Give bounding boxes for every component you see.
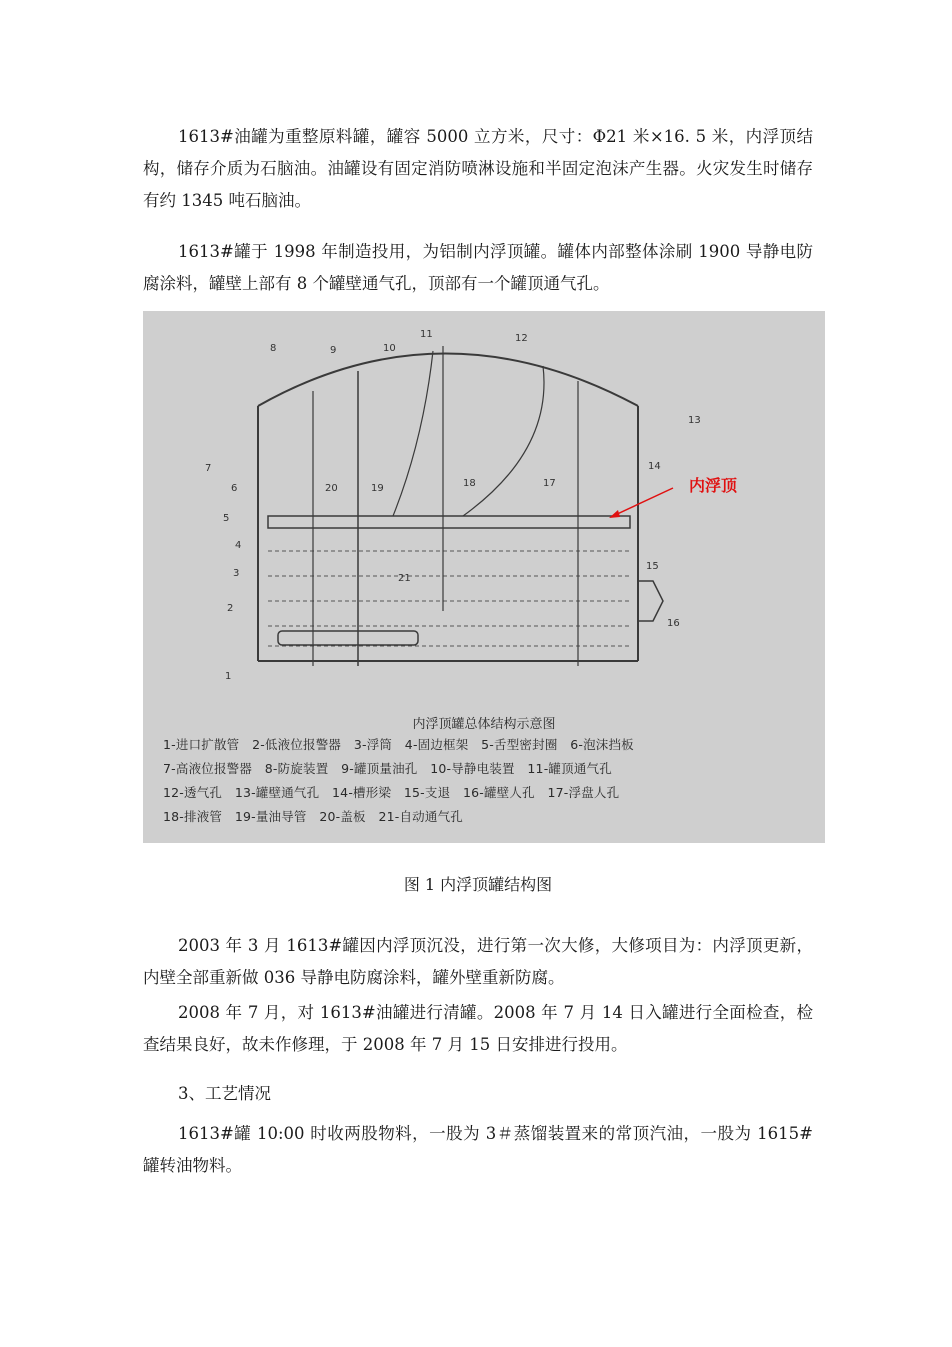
- inlet-diffuser: [278, 631, 418, 645]
- paragraph-3: 2003 年 3 月 1613#罐因内浮顶沉没，进行第一次大修，大修项目为：内浮顶更新，内壁全部重新做 036 导静电防腐涂料，罐外壁重新防腐。: [143, 936, 813, 987]
- svg-text:6: 6: [231, 483, 238, 494]
- svg-text:21: 21: [398, 573, 411, 584]
- svg-text:19: 19: [371, 483, 384, 494]
- svg-text:18: 18: [463, 478, 476, 489]
- floating-roof-annotation: 内浮顶: [689, 476, 738, 495]
- svg-text:10: 10: [383, 343, 396, 354]
- svg-text:3: 3: [233, 568, 240, 579]
- svg-text:13: 13: [688, 415, 701, 426]
- svg-text:4: 4: [235, 540, 242, 551]
- svg-text:20: 20: [325, 483, 338, 494]
- tank-structure-figure: [143, 311, 825, 843]
- figure-caption: 图 1 内浮顶罐结构图: [403, 875, 553, 894]
- svg-text:14: 14: [648, 461, 661, 472]
- diagram-title: 内浮顶罐总体结构示意图: [412, 717, 556, 732]
- svg-text:11: 11: [420, 329, 433, 340]
- paragraph-4: 2008 年 7 月，对 1613#油罐进行清罐。2008 年 7 月 14 日入罐进行全面检查，检查结果良好，故未作修理，于 2008 年 7 月 15 日安排进行投用。: [143, 1003, 813, 1054]
- legend-line: 1-进口扩散管 2-低液位报警器 3-浮筒 4-固边框架 5-舌型密封圈 6-泡沫挡板: [163, 737, 634, 752]
- svg-text:1: 1: [225, 671, 232, 682]
- svg-text:15: 15: [646, 561, 659, 572]
- svg-text:17: 17: [543, 478, 556, 489]
- svg-text:12: 12: [515, 333, 528, 344]
- legend-line: 18-排液管 19-量油导管 20-盖板 21-自动通气孔: [163, 809, 463, 824]
- svg-text:7: 7: [205, 463, 212, 474]
- paragraph-6: 1613#罐 10:00 时收两股物料，一股为 3＃蒸馏装置来的常顶汽油，一股为 1615#罐转油物料。: [143, 1124, 813, 1175]
- wall-manhole: [638, 581, 663, 621]
- legend-line: 7-高液位报警器 8-防旋装置 9-罐顶量油孔 10-导静电装置 11-罐顶通气孔: [163, 761, 612, 776]
- svg-text:16: 16: [667, 618, 680, 629]
- annotation-arrow: [613, 488, 673, 516]
- legend-line: 12-透气孔 13-罐壁通气孔 14-槽形梁 15-支退 16-罐壁人孔 17-浮盘人孔: [163, 785, 620, 800]
- floating-roof: [268, 516, 630, 528]
- paragraph-1: 1613#油罐为重整原料罐，罐容 5000 立方米，尺寸：Φ21 米×16. 5 米，内浮顶结构，储存介质为石脑油。油罐设有固定消防喷淋设施和半固定泡沫产生器。火灾发生时储存有约 1345 吨石脑油。: [143, 127, 813, 210]
- svg-text:8: 8: [270, 343, 277, 354]
- svg-text:2: 2: [227, 603, 234, 614]
- svg-text:9: 9: [330, 345, 337, 356]
- tank-roof: [258, 354, 638, 407]
- paragraph-2: 1613#罐于 1998 年制造投用，为铝制内浮顶罐。罐体内部整体涂刷 1900 导静电防腐涂料，罐壁上部有 8 个罐壁通气孔，顶部有一个罐顶通气孔。: [143, 242, 813, 293]
- svg-text:5: 5: [223, 513, 230, 524]
- section-heading: 3、工艺情况: [178, 1084, 271, 1103]
